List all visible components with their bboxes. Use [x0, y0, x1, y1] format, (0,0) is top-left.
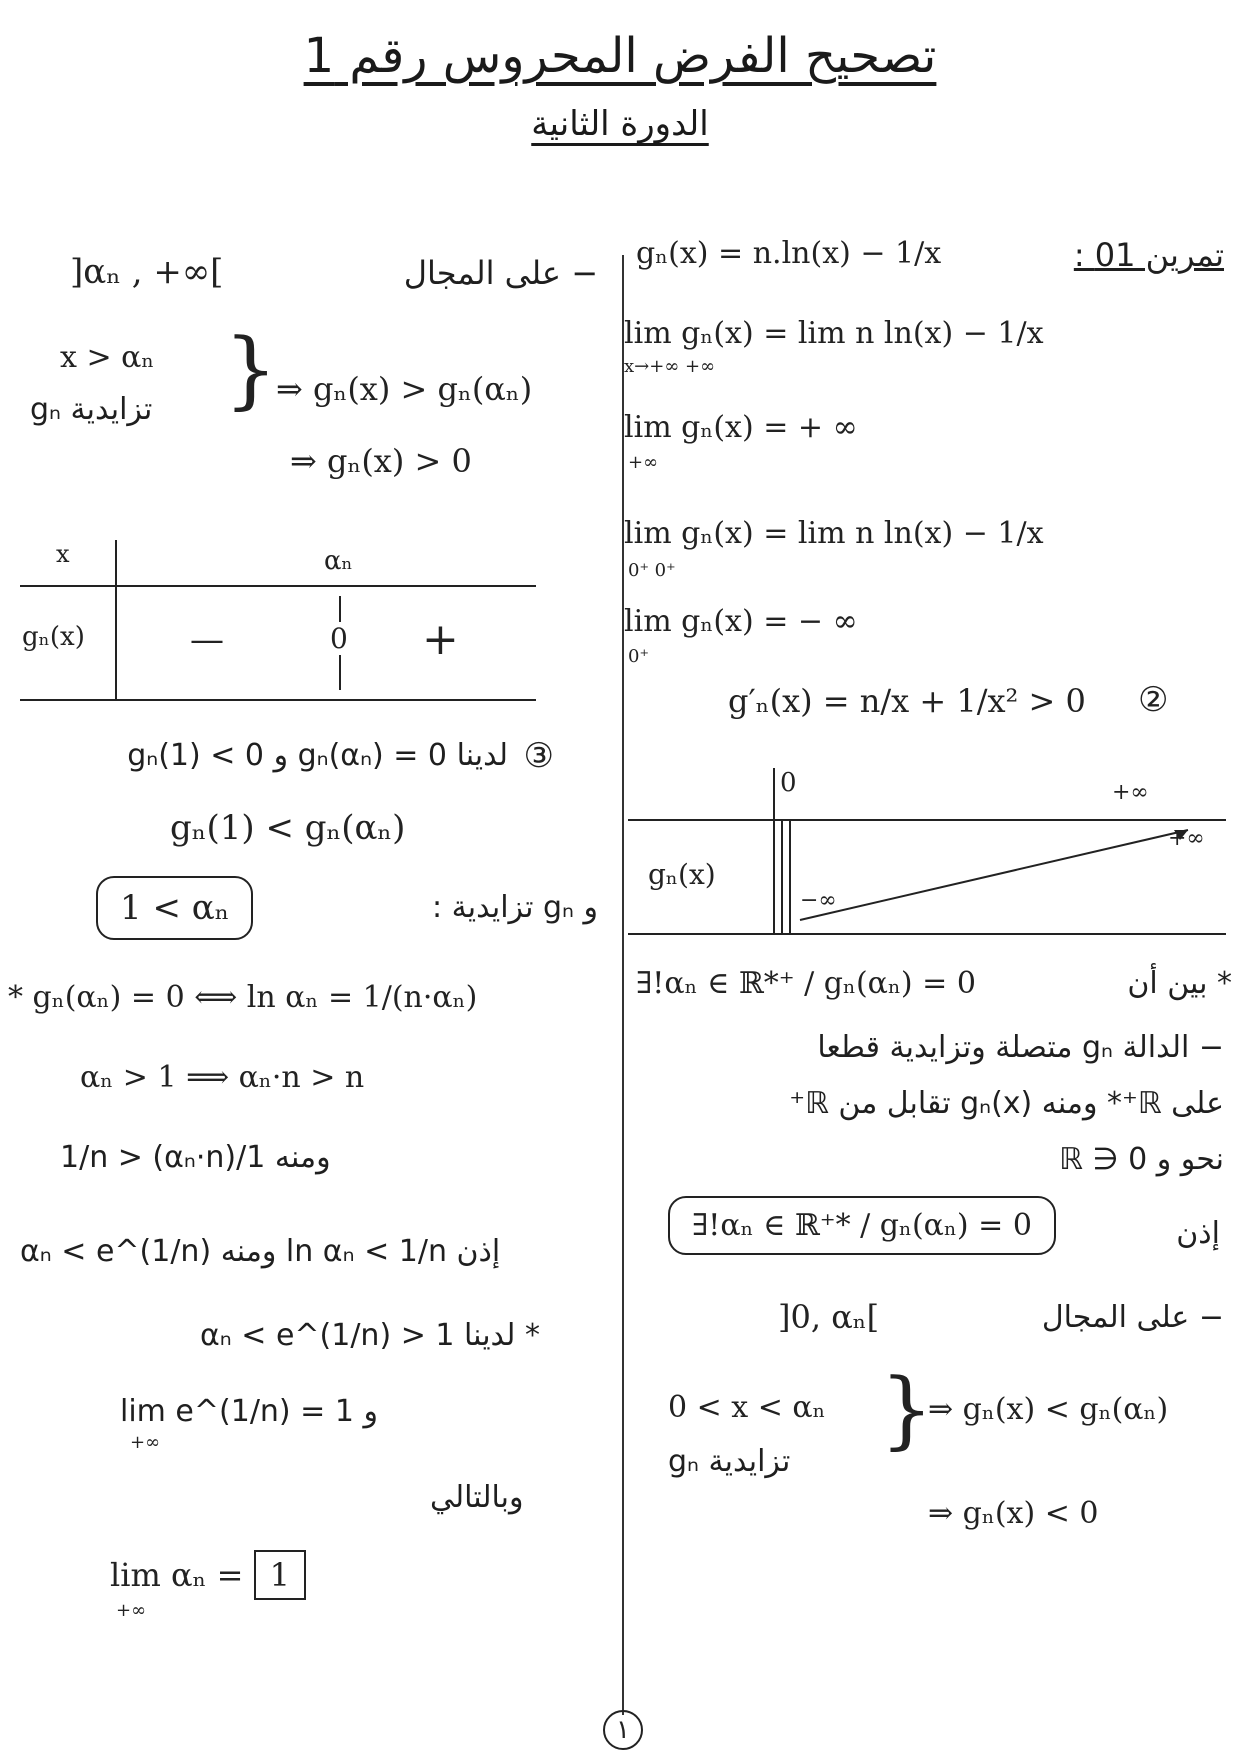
limit-line-4: lim gₙ(x) = − ∞	[624, 604, 858, 639]
left-interval-value: ]αₙ , +∞[	[70, 252, 224, 292]
show-statement: ∃!αₙ ∈ ℝ*⁺ / gₙ(αₙ) = 0	[636, 966, 976, 1001]
sign-table	[20, 540, 540, 706]
show-label: * بين أن	[1127, 966, 1232, 1001]
sign-table-lines	[20, 540, 540, 706]
sign-x: x	[56, 540, 70, 568]
sign-zero: 0	[330, 622, 348, 655]
page-subtitle: الدورة الثانية	[531, 104, 709, 144]
var-minus-infinity: −∞	[800, 888, 837, 913]
implication-2: ⇒ gₙ(x) < 0	[928, 1496, 1099, 1531]
final-limit-box: 1	[254, 1550, 306, 1600]
part3-given: لدينا gₙ(αₙ) = 0 و gₙ(1) < 0	[127, 738, 508, 773]
question-number-2: ②	[1138, 680, 1169, 720]
question-number-3: ③	[523, 736, 554, 776]
part3-inequality: gₙ(1) < gₙ(αₙ)	[170, 808, 406, 848]
implication-1: ⇒ gₙ(x) < gₙ(αₙ)	[928, 1392, 1169, 1427]
left-interval-label: − على المجال	[403, 254, 598, 292]
inequality-1: αₙ > 1 ⟹ αₙ·n > n	[80, 1060, 365, 1095]
var-plus-infinity: +∞	[1168, 826, 1205, 851]
limit-exponential-under: +∞	[130, 1432, 161, 1453]
part3-result-box: 1 < αₙ	[96, 876, 253, 940]
argument-line-2: على ℝ⁺* ومنه gₙ(x) تقابل من ℝ⁺	[789, 1086, 1224, 1121]
star-equivalence: * gₙ(αₙ) = 0 ⟺ ln αₙ = 1/(n·αₙ)	[8, 980, 478, 1015]
left-condition-2: gₙ تزايدية	[30, 392, 153, 427]
brace: }	[880, 1360, 934, 1458]
right-column	[624, 0, 1240, 1754]
limit-line-1-under: x→+∞ +∞	[624, 356, 716, 377]
argument-line-1: − الدالة gₙ متصلة وتزايدية قطعا	[817, 1030, 1224, 1065]
limit-line-3: lim gₙ(x) = lim n ln(x) − 1/x	[624, 516, 1044, 551]
final-limit-under: +∞	[116, 1600, 147, 1621]
variation-table	[628, 768, 1228, 938]
column-divider	[622, 255, 624, 1715]
inequality-4: * لدينا 1 < αₙ < e^(1/n)	[200, 1318, 540, 1353]
sign-alpha: αₙ	[324, 546, 353, 576]
interval-value: ]0, αₙ[	[778, 1298, 880, 1336]
var-x-zero: 0	[780, 768, 797, 798]
page-title: تصحيح الفرض المحروس رقم 1	[303, 28, 937, 84]
condition-2: gₙ تزايدية	[668, 1444, 791, 1479]
left-condition-1: x > αₙ	[60, 340, 155, 375]
inequality-3: إذن ln αₙ < 1/n ومنه αₙ < e^(1/n)	[20, 1234, 501, 1269]
left-column	[0, 0, 618, 1754]
var-x-infinity: +∞	[1112, 780, 1149, 805]
limit-line-2-under: +∞	[628, 452, 659, 473]
limit-line-2: lim gₙ(x) = + ∞	[624, 410, 858, 445]
sign-plus: +	[422, 614, 459, 665]
left-implication-1: ⇒ gₙ(x) > gₙ(αₙ)	[276, 370, 533, 408]
derivative-line: g′ₙ(x) = n/x + 1/x² > 0	[728, 682, 1086, 720]
sign-minus: —	[190, 620, 224, 660]
then-label: إذن	[1176, 1216, 1220, 1251]
interval-label: − على المجال	[1041, 1300, 1224, 1335]
exercise-heading: تمرين 01 :	[1073, 236, 1224, 274]
existence-result-box: ∃!αₙ ∈ ℝ⁺* / gₙ(αₙ) = 0	[668, 1196, 1056, 1255]
argument-line-3: نحو و 0 ∈ ℝ	[1059, 1142, 1224, 1177]
left-brace: }	[224, 320, 278, 418]
final-limit-text: lim αₙ =	[110, 1556, 254, 1594]
condition-1: 0 < x < αₙ	[668, 1390, 826, 1425]
limit-line-1: lim gₙ(x) = lim n ln(x) − 1/x	[624, 316, 1044, 351]
sign-g-label: gₙ(x)	[22, 622, 85, 652]
left-implication-2: ⇒ gₙ(x) > 0	[290, 442, 472, 480]
page-number: ١	[603, 1710, 643, 1750]
inequality-2: ومنه 1/(αₙ·n) < 1/n	[60, 1140, 331, 1175]
limit-exponential: و lim e^(1/n) = 1	[120, 1394, 378, 1429]
part3-monotone: و gₙ تزايدية :	[432, 890, 598, 925]
exercise-definition: gₙ(x) = n.ln(x) − 1/x	[636, 236, 942, 271]
limit-line-4-under: 0⁺	[628, 646, 649, 667]
limit-line-3-under: 0⁺ 0⁺	[628, 560, 676, 581]
var-g-label: gₙ(x)	[648, 858, 716, 891]
final-limit	[110, 1556, 306, 1594]
conclusion-label: وبالتالي	[430, 1480, 524, 1515]
